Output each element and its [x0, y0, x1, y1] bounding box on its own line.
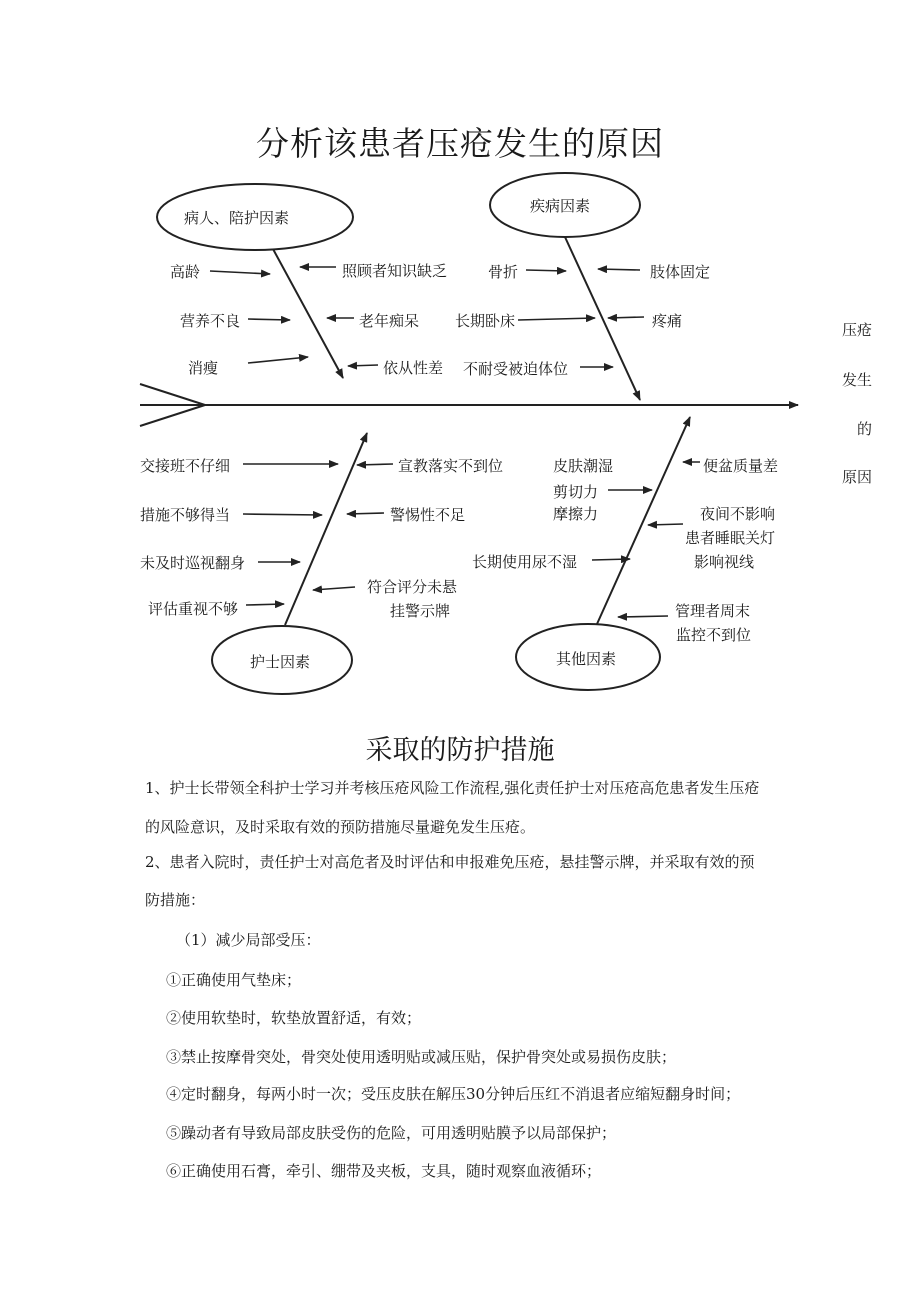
arrow-yicong — [348, 365, 378, 366]
cause-label: 皮肤潮湿 — [553, 457, 614, 475]
cause-label: 消瘦 — [188, 359, 219, 377]
cause-label: 警惕性不足 — [390, 506, 466, 524]
page-title: 分析该患者压疮发生的原因 — [256, 124, 664, 163]
cause-label: 便盆质量差 — [703, 457, 779, 475]
paragraph: （1）减少局部受压： — [176, 931, 321, 949]
arrow-tengtong — [608, 317, 644, 318]
arrow-guanli — [618, 616, 668, 617]
effect-label: 原因 — [842, 468, 873, 486]
arrow-cuoshi — [243, 514, 322, 515]
list-item: ②使用软垫时，软垫放置舒适，有效； — [166, 1009, 422, 1027]
effect-label: 发生 — [842, 371, 873, 389]
list-item: ③禁止按摩骨突处，骨突处使用透明贴或减压贴，保护骨突处或易损伤皮肤； — [166, 1048, 677, 1066]
paragraph: 防措施： — [145, 891, 206, 909]
cause-label: 影响视线 — [694, 553, 755, 571]
cause-label: 夜间不影响 — [700, 505, 776, 523]
cause-label: 不耐受被迫体位 — [463, 360, 569, 378]
category-other: 其他因素 — [556, 650, 617, 668]
list-item: ④定时翻身，每两小时一次；受压皮肤在解压30分钟后压红不消退者应缩短翻身时间； — [166, 1085, 741, 1103]
cause-label: 未及时巡视翻身 — [140, 554, 246, 572]
arrow-xiaoshou — [248, 357, 308, 363]
arrow-jingshipai — [313, 587, 355, 590]
cause-label: 肢体固定 — [650, 263, 711, 281]
cause-label: 评估重视不够 — [148, 600, 239, 618]
category-disease: 疾病因素 — [530, 197, 591, 215]
effect-label: 压疮 — [842, 321, 873, 339]
bone-other — [597, 417, 690, 624]
cause-label: 宣教落实不到位 — [398, 457, 504, 475]
arrow-niaobushi — [592, 559, 630, 560]
cause-label: 照顾者知识缺乏 — [342, 262, 448, 280]
cause-label: 长期使用尿不湿 — [472, 553, 578, 571]
cause-label: 交接班不仔细 — [140, 457, 231, 475]
cause-label: 长期卧床 — [455, 312, 516, 330]
cause-label: 高龄 — [170, 263, 201, 281]
cause-label: 措施不够得当 — [140, 506, 231, 524]
paragraph: 2、患者入院时，责任护士对高危者及时评估和申报难免压疮，悬挂警示牌，并采取有效的预 — [145, 853, 755, 871]
tail-line-upper — [140, 384, 205, 405]
arrow-guzhe — [526, 270, 566, 271]
arrow-jingti — [347, 513, 384, 514]
paragraph: 1、护士长带领全科护士学习并考核压疮风险工作流程,强化责任护士对压疮高危患者发生压疮 — [145, 779, 760, 797]
cause-label: 剪切力 — [553, 483, 599, 501]
list-item: ⑤躁动者有导致局部皮肤受伤的危险，可用透明贴膜予以局部保护； — [166, 1124, 617, 1142]
list-item: ⑥正确使用石膏，牵引、绷带及夹板，支具，随时观察血液循环； — [166, 1162, 602, 1180]
cause-label: 摩擦力 — [553, 505, 599, 523]
arrow-yejian — [648, 524, 683, 525]
arrow-pinggu — [246, 604, 284, 605]
cause-label: 老年痴呆 — [359, 312, 420, 330]
cause-label: 骨折 — [488, 263, 519, 281]
list-item: ①正确使用气垫床； — [166, 971, 302, 989]
cause-label: 患者睡眠关灯 — [685, 529, 776, 547]
arrow-wochuang — [518, 318, 595, 320]
section-title: 采取的防护措施 — [365, 735, 555, 766]
category-patient: 病人、陪护因素 — [184, 209, 290, 227]
category-nurse: 护士因素 — [250, 653, 311, 671]
tail-line-lower — [140, 405, 205, 426]
arrow-yingyang — [248, 319, 290, 320]
bone-nurse — [285, 433, 367, 625]
cause-label: 监控不到位 — [676, 626, 752, 644]
arrow-gaoling — [210, 271, 270, 274]
arrow-zhiti — [598, 269, 640, 270]
cause-label: 符合评分未悬 — [367, 578, 458, 596]
cause-label: 疼痛 — [652, 312, 683, 330]
cause-label: 营养不良 — [180, 312, 241, 330]
cause-label: 挂警示牌 — [390, 602, 451, 620]
paragraph: 的风险意识，及时采取有效的预防措施尽量避免发生压疮。 — [145, 818, 536, 836]
arrow-xuanjiao — [357, 464, 393, 465]
cause-label: 依从性差 — [383, 359, 444, 377]
effect-label: 的 — [857, 420, 873, 438]
cause-label: 管理者周末 — [675, 602, 751, 620]
